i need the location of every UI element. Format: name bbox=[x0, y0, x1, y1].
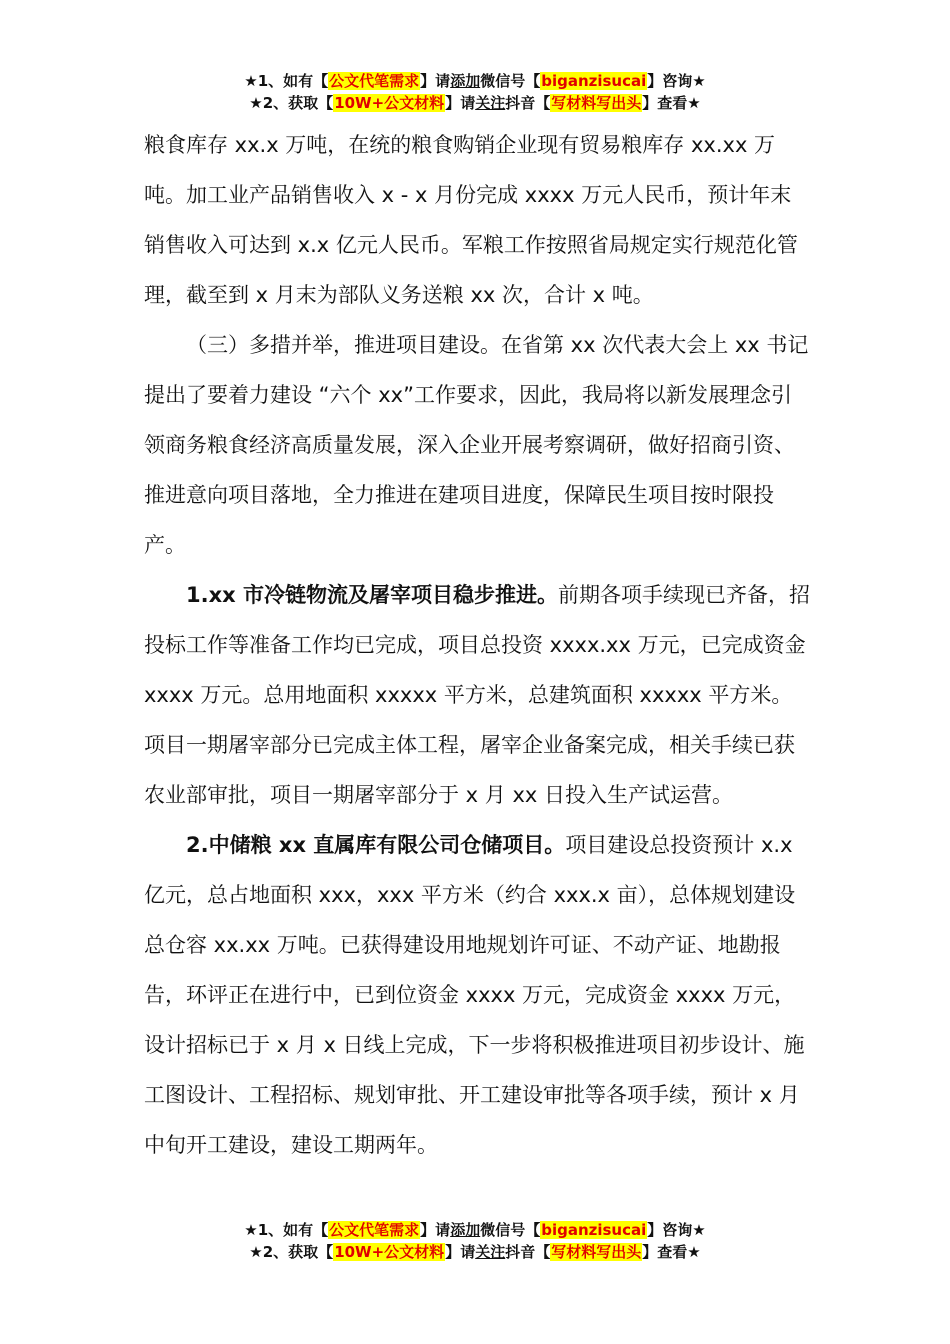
paragraph-storage-project bbox=[144, 820, 812, 1170]
storage-project-text: 项目建设总投资预计 x.x 亿元，总占地面积 xxx，xxx 平方米（约合 xxx.x 亩），总体规划建设总仓容 xx.xx 万吨。已获得建设用地规划许可证、不动产证、地勘报告，环评正在进行中，已到位资金 xxxx 万元，完成资金 xxxx 万元，设计招标已于 x 月 x 日线上完成，下一步将积极推进项目初步设计、施工图设计、工程招标、规划审批、开工建设审批等各项手续，预计 x 月中旬开工建设，建设工期两年。 bbox=[144, 833, 805, 1157]
banner-line-2 bbox=[0, 92, 950, 114]
banner-text: 抖音【 bbox=[505, 1243, 551, 1261]
highlight-materials: 10W+公文材料 bbox=[334, 94, 445, 112]
highlight-douyin-account: 写材料写出头 bbox=[551, 1243, 642, 1261]
subheading-cold-chain: 1.xx 市冷链物流及屠宰项目稳步推进。 bbox=[186, 583, 558, 607]
banner-text: 】咨询★ bbox=[647, 72, 706, 90]
highlight-service: 公文代笔需求 bbox=[329, 1221, 420, 1239]
banner-text: 】咨询★ bbox=[647, 1221, 706, 1239]
banner-text: 】查看★ bbox=[642, 1243, 701, 1261]
banner-text: ★2、获取【 bbox=[249, 1243, 334, 1261]
banner-text: 微信号【 bbox=[480, 72, 541, 90]
highlight-materials: 10W+公文材料 bbox=[334, 1243, 445, 1261]
footer-banner bbox=[0, 1219, 950, 1263]
banner-text: ★2、获取【 bbox=[249, 94, 334, 112]
cold-chain-text: 前期各项手续现已齐备，招投标工作等准备工作均已完成，项目总投资 xxxx.xx 万元，已完成资金 xxxx 万元。总用地面积 xxxxx 平方米，总建筑面积 xxxxx 平方米。项目一期屠宰部分已完成主体工程，屠宰企业备案完成，相关手续已获农业部审批，项目一期屠宰部分于 x 月 xx 日投入生产试运营。 bbox=[144, 583, 810, 807]
paragraph-grain-stock: 粮食库存 xx.x 万吨，在统的粮食购销企业现有贸易粮库存 xx.xx 万吨。加工业产品销售收入 x - x 月份完成 xxxx 万元人民币，预计年末销售收入可达到 x.x 亿元人民币。军粮工作按照省局规定实行规范化管理，截至到 x 月末为部队义务送粮 xx 次，合计 x 吨。 bbox=[144, 133, 798, 307]
banner-text: 】请 bbox=[420, 1221, 451, 1239]
banner-text: 】请 bbox=[420, 72, 451, 90]
subheading-storage-project: 2.中储粮 xx 直属库有限公司仓储项目。 bbox=[186, 833, 566, 857]
banner-text: 】查看★ bbox=[642, 94, 701, 112]
header-banner bbox=[0, 70, 950, 114]
banner-line-1 bbox=[0, 1219, 950, 1241]
banner-text: 】请 bbox=[445, 1243, 476, 1261]
paragraph-project-construction: （三）多措并举，推进项目建设。在省第 xx 次代表大会上 xx 书记提出了要着力建设 “六个 xx”工作要求，因此，我局将以新发展理念引领商务粮食经济高质量发展，深入企业开展考察调研，做好招商引资、推进意向项目落地，全力推进在建项目进度，保障民生项目按时限投产。 bbox=[144, 333, 809, 557]
banner-text: ★1、如有【 bbox=[244, 72, 329, 90]
banner-text: ★1、如有【 bbox=[244, 1221, 329, 1239]
banner-line-2 bbox=[0, 1241, 950, 1263]
paragraph-cold-chain-project bbox=[144, 570, 812, 820]
highlight-wechat-id: biganzisucai bbox=[541, 72, 647, 90]
banner-text: 微信号【 bbox=[480, 1221, 541, 1239]
highlight-douyin-account: 写材料写出头 bbox=[551, 94, 642, 112]
highlight-wechat-id: biganzisucai bbox=[541, 1221, 647, 1239]
highlight-service: 公文代笔需求 bbox=[329, 72, 420, 90]
underlined-word: 添加 bbox=[450, 72, 481, 90]
banner-text: 】请 bbox=[445, 94, 476, 112]
banner-text: 抖音【 bbox=[505, 94, 551, 112]
banner-line-1 bbox=[0, 70, 950, 92]
underlined-word: 关注 bbox=[475, 94, 506, 112]
document-body bbox=[144, 120, 812, 1170]
underlined-word: 关注 bbox=[475, 1243, 506, 1261]
underlined-word: 添加 bbox=[450, 1221, 481, 1239]
